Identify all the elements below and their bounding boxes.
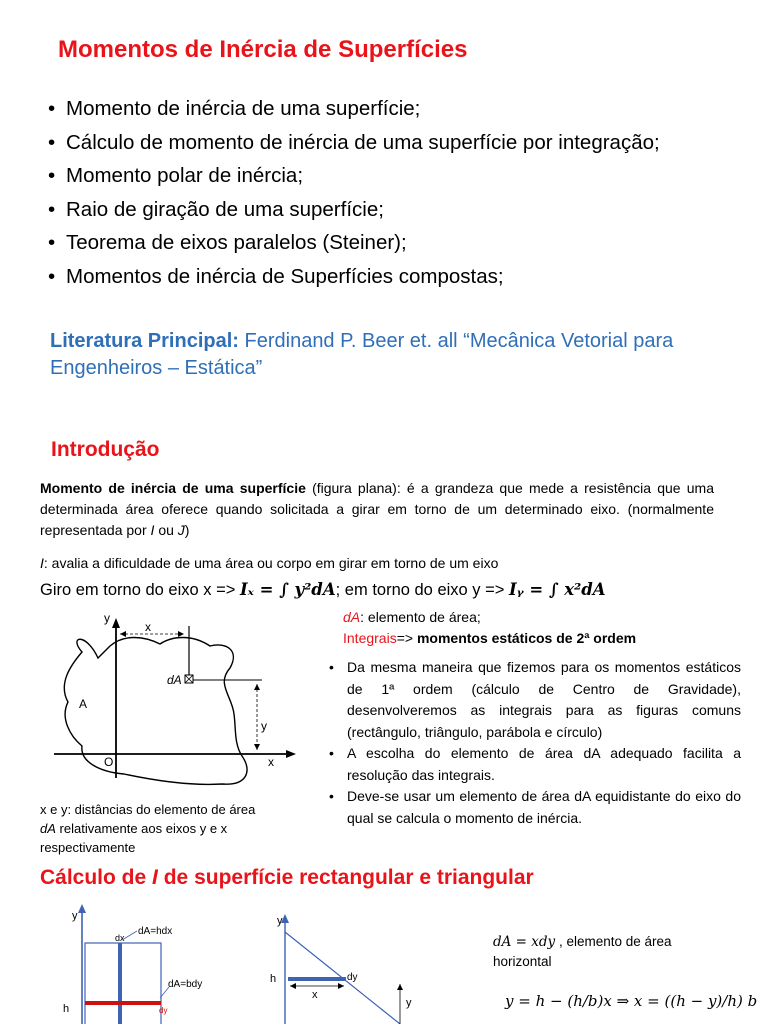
horizontal-strip-element (85, 1001, 161, 1005)
definition-text: (figura plana): é a grandeza que mede a resistência que uma determinada área oferece quando solicitada a girar em torno de um determinado eixo. (normalmente representada por (40, 480, 715, 538)
topic-item: • Momento polar de inércia; (44, 159, 660, 193)
intro-bullets (327, 657, 741, 829)
giro-x-text: Giro em torno do eixo x => (40, 581, 236, 599)
da-formula: dA = xdy (493, 934, 556, 950)
definition-close: ) (184, 522, 190, 538)
dx-label: dx (115, 933, 125, 943)
figure1-caption (40, 800, 290, 857)
y-dimension-label: y (261, 719, 267, 733)
rect-h-label: h (63, 1003, 70, 1015)
literature-label: Literatura Principal: (50, 330, 239, 352)
integrals-arrow: => (396, 630, 414, 646)
tri-h-label: h (270, 973, 277, 985)
intro-bullet: • Deve-se usar um elemento de área dA equidistante do eixo do qual se calcula o momento de inércia. (327, 786, 741, 829)
intro-bullet: • A escolha do elemento de área dA adequado facilita a resolução das integrais. (327, 743, 741, 786)
da-label: dA (167, 673, 182, 687)
integrals-word: Integrais (343, 630, 397, 646)
rect-y-label: y (72, 910, 78, 922)
topics-list (44, 92, 660, 293)
x-dimension-arrow (178, 631, 184, 637)
y-dimension-arrow (254, 684, 260, 690)
tri-y-label: y (277, 915, 283, 927)
dy-label: dy (159, 1006, 168, 1015)
definition-or: ou (158, 522, 174, 538)
rectangle-shape (85, 943, 161, 1024)
da-text: : elemento de área; (360, 609, 481, 625)
da-hdx-label: dA=hdx (138, 926, 173, 937)
tri-x-dimension-arrow (338, 983, 344, 989)
caption-line1: x e y: distâncias do elemento de área (40, 802, 256, 817)
x-axis-label: x (268, 755, 274, 769)
tri-y-dimension-arrow (397, 984, 403, 990)
triangle-strip-element (288, 977, 346, 981)
tri-x-dimension-arrow (290, 983, 296, 989)
da-formula-text: , elemento de área horizontal (493, 934, 672, 969)
tri-y-dim-label: y (406, 997, 412, 1009)
giro-y-text: ; em torno do eixo y => (335, 581, 505, 599)
topic-item: • Raio de giração de uma superfície; (44, 193, 660, 227)
da-bdy-label: dA=bdy (168, 979, 203, 990)
topic-item: • Teorema de eixos paralelos (Steiner); (44, 226, 660, 260)
intro-heading: Introdução (51, 438, 160, 461)
vertical-strip-element (118, 943, 122, 1024)
da-symbol: dA (343, 609, 361, 625)
x-dimension-arrow (120, 631, 126, 637)
i-symbol: I (40, 555, 44, 571)
topic-item: • Momento de inércia de uma superfície; (44, 92, 660, 126)
arbitrary-area-outline (64, 638, 247, 785)
area-label: A (79, 697, 88, 711)
calc-heading (40, 866, 534, 890)
da-formula-block (493, 932, 733, 971)
x-dimension-label: x (145, 620, 151, 634)
i-description (40, 555, 498, 571)
topic-item: • Momentos de inércia de Superfícies compostas; (44, 260, 660, 294)
rect-y-axis-arrow (78, 904, 86, 913)
page-title: Momentos de Inércia de Superfícies (58, 36, 468, 63)
giro-line (40, 580, 606, 600)
definition-i: I (150, 522, 155, 538)
area-element-figure (40, 606, 305, 798)
y-axis-label: y (104, 611, 110, 625)
triangle-figure (260, 900, 430, 1024)
intro-definition (40, 478, 714, 541)
literature (50, 328, 740, 382)
rectangle-figure (40, 900, 230, 1024)
da-definition (343, 609, 481, 625)
calc-heading-after: de superfície rectangular e triangular (163, 866, 534, 889)
intro-bullet: • Da mesma maneira que fizemos para os momentos estáticos de 1ª ordem (cálculo de Centro de Gravidade), desenvolveremos as integrais para as figuras comuns (rectângulo, triângulo, parábola e círculo) (327, 657, 741, 743)
definition-j: J (177, 522, 185, 538)
origin-label: O (104, 755, 114, 769)
y-formula: y = h − (h/b)x ⇒ x = ((h − y)/h) b (505, 992, 758, 1010)
i-text: : avalia a dificuldade de uma área ou corpo em girar em torno de um eixo (43, 555, 499, 571)
literature-text: Ferdinand P. Beer et. all “Mecânica Vetorial para Engenheiros – Estática” (50, 330, 674, 379)
integrals-bold: momentos estáticos de 2ª ordem (416, 630, 637, 646)
iy-formula: Iᵧ = ∫ x²dA (509, 580, 606, 599)
x-axis-arrow (286, 750, 296, 758)
calc-heading-symbol: I (152, 866, 158, 889)
topic-item: • Cálculo de momento de inércia de uma superfície por integração; (44, 126, 660, 160)
tri-x-label: x (312, 989, 318, 1001)
integrals-line (343, 630, 636, 646)
caption-da: dA (40, 821, 56, 836)
calc-heading-before: Cálculo de (40, 866, 147, 889)
y-dimension-arrow (254, 744, 260, 750)
y-axis-arrow (112, 618, 120, 628)
tri-dy-label: dy (347, 972, 358, 983)
ix-formula: Iₓ = ∫ y²dA (239, 580, 336, 599)
caption-line2: relativamente aos eixos y e x respectivamente (40, 821, 228, 855)
definition-term: Momento de inércia de uma superfície (40, 480, 306, 496)
